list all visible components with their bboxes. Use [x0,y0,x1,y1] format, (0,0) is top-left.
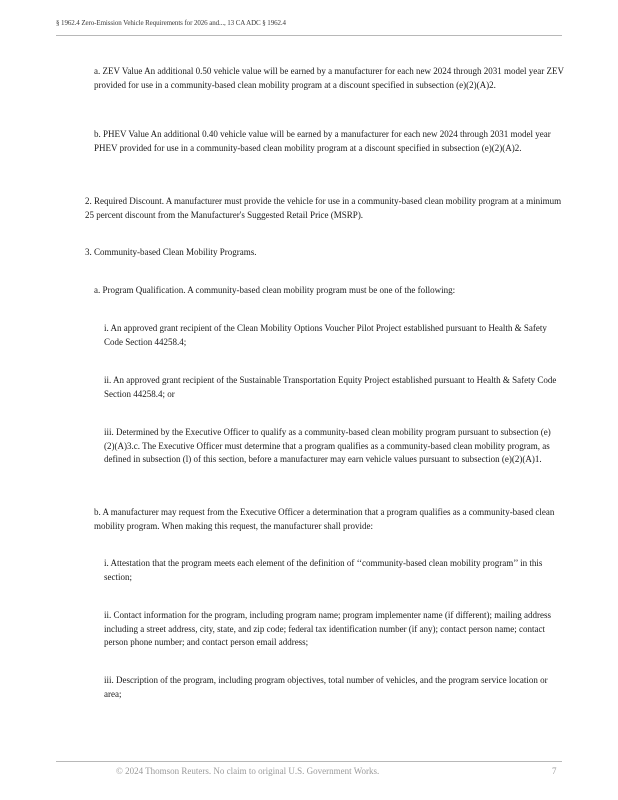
paragraph-item-iii-executive-officer: iii. Determined by the Executive Officer to qualify as a community-based clean mobility program pursuant to subsection (e)(2)(A)3.c. The Executive Officer must determine that a program qualifies as a community-based clean mobility program, as defined in subsection (l) of this section, before a manufacturer may earn vehicle values pursuant to subsection (e)(2)(A)1. [104,427,551,464]
header-divider [56,35,562,36]
paragraph-program-qualification: a. Program Qualification. A community-based clean mobility program must be one of the following: [94,285,456,295]
paragraph-clean-mobility-heading: 3. Community-based Clean Mobility Programs. [85,247,257,257]
paragraph-manufacturer-request: b. A manufacturer may request from the Executive Officer a determination that a program qualifies as a community-based clean mobility program. When making this request, the manufacturer shall provide: [94,507,555,531]
running-header: § 1962.4 Zero-Emission Vehicle Requirements for 2026 and..., 13 CA ADC § 1962.4 [56,19,286,27]
paragraph-item-i-voucher-pilot: i. An approved grant recipient of the Clean Mobility Options Voucher Pilot Project established pursuant to Health & Safety Code Section 44258.4; [104,323,547,347]
paragraph-item-ii-contact-info: ii. Contact information for the program, including program name; program implementer name (if different); mailing address including a street address, city, state, and zip code; federal tax identification number (if any); contact person name; contact person phone number; and contact person email address; [104,610,551,647]
paragraph-required-discount: 2. Required Discount. A manufacturer must provide the vehicle for use in a community-based clean mobility program at a minimum 25 percent discount from the Manufacturer's Suggested Retail Price (MSRP). [85,196,562,220]
footer-divider [56,761,562,762]
paragraph-phev-value: b. PHEV Value An additional 0.40 vehicle value will be earned by a manufacturer for each new 2024 through 2031 model year PHEV provided for use in a community-based clean mobility program at a discount specified in subsection (e)(2)(A)2. [94,129,551,153]
paragraph-item-i-attestation: i. Attestation that the program meets each element of the definition of ‘‘community-based clean mobility program’’ in this section; [104,558,543,582]
paragraph-item-ii-equity-project: ii. An approved grant recipient of the Sustainable Transportation Equity Project established pursuant to Health & Safety Code Section 44258.4; or [104,375,557,399]
footer-copyright: © 2024 Thomson Reuters. No claim to original U.S. Government Works. [116,766,380,776]
page-number: 7 [552,766,557,776]
paragraph-item-iii-description: iii. Description of the program, including program objectives, total number of vehicles, and the program service location or area; [104,675,548,699]
paragraph-zev-value: a. ZEV Value An additional 0.50 vehicle value will be earned by a manufacturer for each new 2024 through 2031 model year ZEV provided for use in a community-based clean mobility program at a discount specified in subsection (e)(2)(A)2. [94,66,564,90]
